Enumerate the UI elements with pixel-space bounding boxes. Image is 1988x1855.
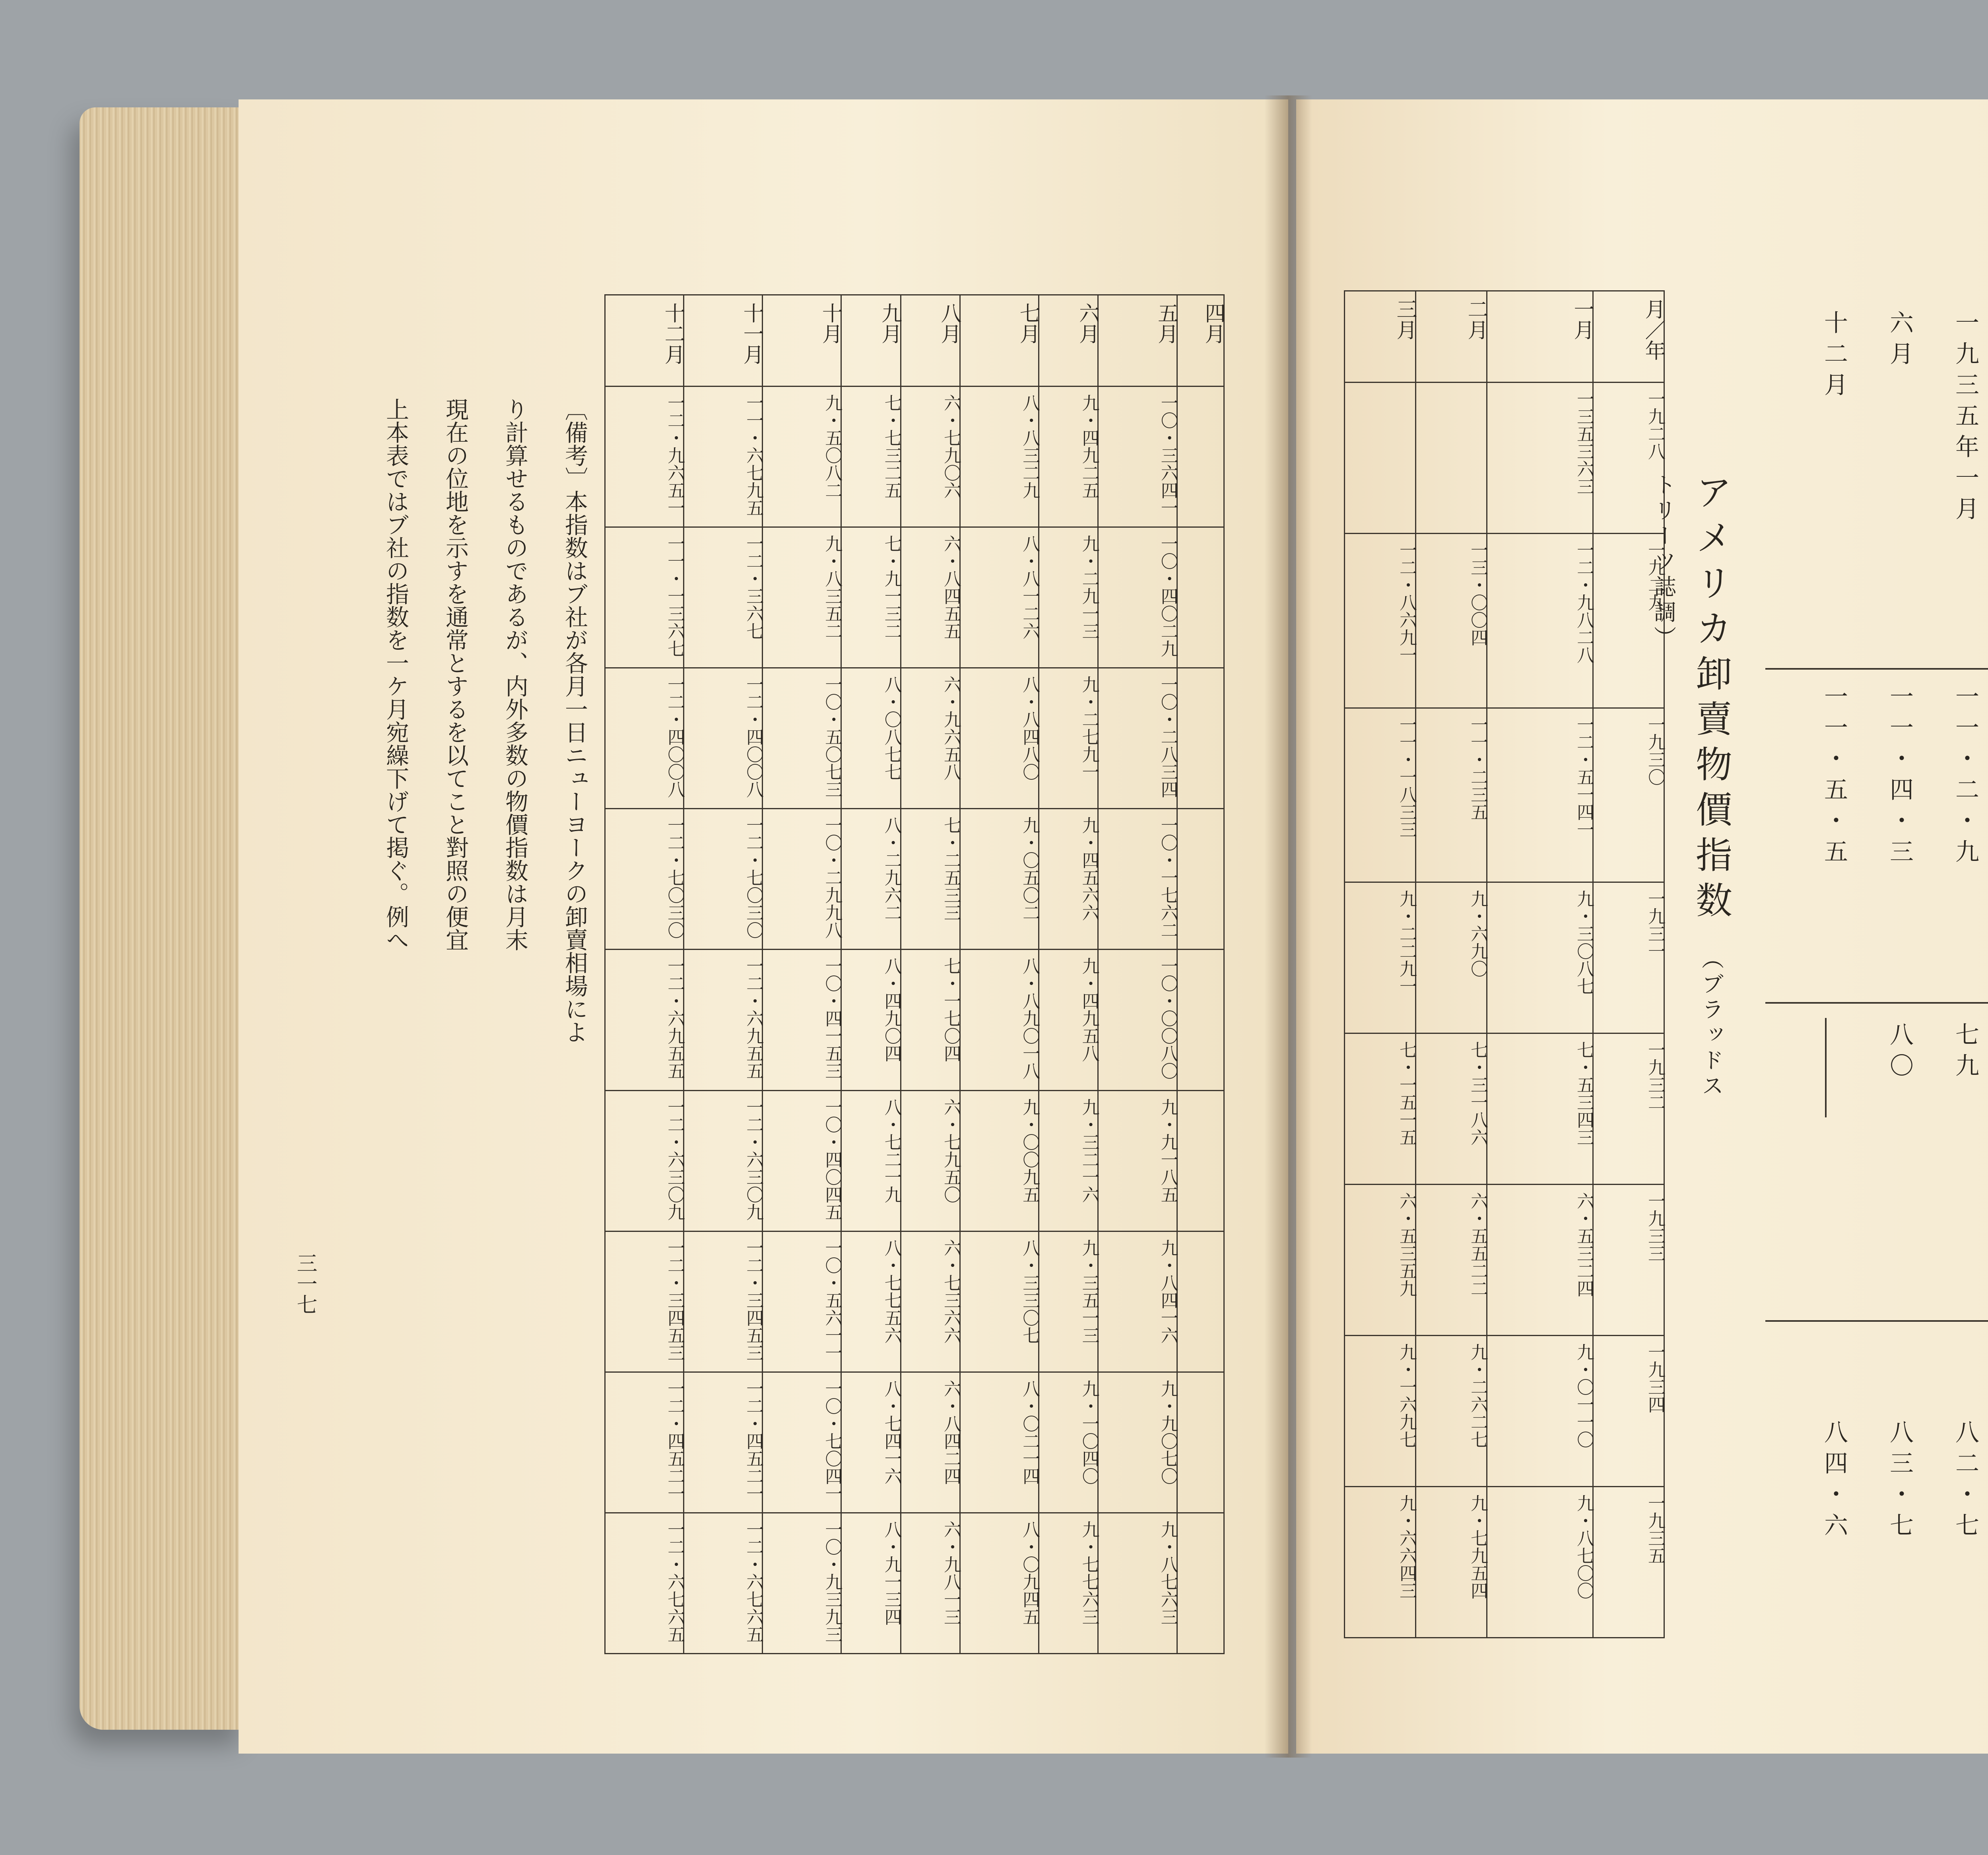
table-row [605,1372,1224,1513]
year-header: 一九二九 [1593,533,1664,708]
table-cell: 一〇・二八三四 [1098,668,1177,809]
table-cell: 六・五三五九 [1345,1185,1416,1336]
table-cell [1177,1090,1224,1231]
table-cell: 八・二九六二 [841,809,901,950]
chart-title [1642,473,1737,1109]
table-cell: 七・九一三二 [841,527,901,668]
table-cell: 八・四九〇四 [841,950,901,1090]
month-header: 一月 [1487,291,1593,383]
table-row [605,527,1224,668]
table-cell: 一〇・一七六二 [1098,809,1177,950]
table-cell: 八・八四八〇 [960,668,1039,809]
value-c: 八二・七 [1951,1420,1979,1544]
value-c: 八四・六 [1820,1420,1848,1544]
table-row [1345,1033,1664,1185]
table-cell: 六・五五二二 [1416,1185,1487,1336]
value-b: 七九 [1951,1022,1979,1084]
table-cell: 七・一五一五 [1345,1033,1416,1185]
table-cell: 九・二七九一 [1039,668,1098,809]
table-cell: 九・三二一六 [1039,1090,1098,1231]
table-cell: 九・二六二七 [1416,1336,1487,1487]
table-cell: 八・七二一九 [841,1090,901,1231]
page-number-left: 三一七 [293,1253,317,1315]
table-cell [1416,383,1487,534]
table-cell: 九・八四一六 [1098,1231,1177,1372]
table-cell: 一一・二三五 [1416,708,1487,882]
table-cell: 六・七三六六 [901,1231,960,1372]
table-cell: 一二・四五二一 [605,1372,684,1513]
table-cell: 一三・〇〇四 [1416,533,1487,708]
year-header: 一九三二 [1593,1033,1664,1185]
value-a: 一一・五・五 [1820,684,1848,870]
table-cell [1177,1231,1224,1372]
table-cell: 九・四九二五 [1039,387,1098,527]
table-cell: 一〇・〇〇八〇 [1098,950,1177,1090]
table-cell: 九・一六九七 [1345,1336,1416,1487]
book-gutter [1264,95,1312,1758]
table-cell: 八・〇九四五 [960,1513,1039,1653]
month-header: 五月 [1098,295,1177,387]
table-cell: 九・〇五〇二 [960,809,1039,950]
month-header: 四月 [1177,295,1224,387]
table-row [1345,1336,1664,1487]
table-row [1345,708,1664,882]
right-price-table [1344,290,1665,1638]
table-cell: 一二・三四五三 [684,1231,763,1372]
table-cell: 一二・六七六五 [605,1513,684,1653]
row-label: 一九三五年一月 [1951,310,1979,527]
table-cell: 九・七九五四 [1416,1486,1487,1637]
row-label: 六月 [1886,310,1914,372]
table-cell: 六・八四二四 [901,1372,960,1513]
note-line: り計算せるものであるが、内外多数の物價指数は月末 [501,398,528,951]
year-header: 一九三四 [1593,1336,1664,1487]
left-header-row [605,295,1224,387]
table-cell: 一二・六七六五 [684,1513,763,1653]
table-row [605,387,1224,527]
year-header: 一九三一 [1593,882,1664,1033]
table-cell: 八・七四一六 [841,1372,901,1513]
table-row [1345,383,1664,534]
right-header-row [1345,291,1664,383]
table-row [605,950,1224,1090]
table-cell: 一二・六三〇九 [684,1090,763,1231]
month-header: 九月 [841,295,901,387]
title-text: アメリカ卸賣物價指数 [1690,473,1732,927]
dash-mark [1825,1018,1827,1117]
table-cell: 一二・九六五一 [605,387,684,527]
table-cell: 一二・四〇〇八 [605,668,684,809]
table-cell: 九・〇一一〇 [1487,1336,1593,1487]
table-cell: 一一・一八三三 [1345,708,1416,882]
note-line: 上本表ではブ社の指数を一ケ月宛繰下げて掲ぐ。例へ [382,398,409,951]
table-cell: 一二・六九五五 [684,950,763,1090]
table-cell: 六・八四五五 [901,527,960,668]
table-cell: 一〇・九三九三 [763,1513,841,1653]
month-header: 六月 [1039,295,1098,387]
month-header: 十一月 [684,295,763,387]
table-cell: 九・六六四三 [1345,1486,1416,1637]
table-cell: 八・三三〇七 [960,1231,1039,1372]
table-cell: 八・八一二六 [960,527,1039,668]
year-header: 一九二八 [1593,383,1664,534]
table-cell: 六・九六五八 [901,668,960,809]
value-c: 八三・七 [1886,1420,1914,1544]
month-header: 七月 [960,295,1039,387]
table-cell: 一〇・五六一一 [763,1231,841,1372]
left-notes [366,398,604,1670]
month-header: 二月 [1416,291,1487,383]
table-cell: 一〇・五〇七三 [763,668,841,809]
table-cell: 七・一七〇四 [901,950,960,1090]
table-cell: 一二・九八二八 [1487,533,1593,708]
left-price-table [604,294,1225,1654]
table-cell: 一二・三六七 [684,527,763,668]
table-cell: 一二・三四五三 [605,1231,684,1372]
table-row [605,1513,1224,1653]
table-row [605,809,1224,950]
table-cell [1177,1513,1224,1653]
table-cell [1345,383,1416,534]
table-cell: 九・八七六三 [1098,1513,1177,1653]
table-cell: 九・八七〇〇 [1487,1486,1593,1637]
table-cell: 一〇・四一五三 [763,950,841,1090]
table-cell: 九・一〇四〇 [1039,1372,1098,1513]
table-cell: 九・二九一三 [1039,527,1098,668]
table-cell: 一〇・三六四一 [1098,387,1177,527]
table-cell: 八・〇八七七 [841,668,901,809]
table-cell: 九・〇〇九五 [960,1090,1039,1231]
table-row [1345,1486,1664,1637]
table-cell: 九・五〇八二 [763,387,841,527]
table-cell: 八・八九〇一八 [960,950,1039,1090]
table-row [1345,1185,1664,1336]
table-cell: 一二・六九五五 [605,950,684,1090]
table-cell: 一二・八六九一 [1345,533,1416,708]
table-cell: 九・八三五二 [763,527,841,668]
table-cell: 一二・七〇三〇 [605,809,684,950]
table-cell: 七・七三二五 [841,387,901,527]
table-cell [1177,668,1224,809]
table-cell [1177,1372,1224,1513]
note-line: 現在の位地を示すを通常とするを以てこと對照の便宜 [442,398,469,951]
table-cell: 一二・七〇三〇 [684,809,763,950]
table-cell: 八・八三二九 [960,387,1039,527]
table-rule [1765,668,1988,670]
table-cell: 九・四五六六 [1039,809,1098,950]
table-cell: 九・六九〇 [1416,882,1487,1033]
table-cell: 一〇・四〇四五 [763,1090,841,1231]
table-rule [1765,1320,1988,1322]
corner-cell: 月／年 [1593,291,1664,383]
value-b: 八〇 [1886,1022,1914,1084]
table-cell [1177,527,1224,668]
table-cell: 一三五三六三 [1487,383,1593,534]
book-edge-left [80,107,247,1730]
month-header: 十月 [763,295,841,387]
table-cell: 九・九一八五 [1098,1090,1177,1231]
table-cell: 一二・四〇〇八 [684,668,763,809]
table-cell: 九・二二九一 [1345,882,1416,1033]
table-row [1345,882,1664,1033]
month-header: 八月 [901,295,960,387]
table-cell: 七・五三四三 [1487,1033,1593,1185]
table-cell [1177,950,1224,1090]
table-cell: 一〇・七〇四一 [763,1372,841,1513]
table-row [605,1090,1224,1231]
table-cell: 一二・六三〇九 [605,1090,684,1231]
month-header: 十二月 [605,295,684,387]
table-cell: 一二・五一四一 [1487,708,1593,882]
table-row [605,668,1224,809]
table-row [605,1231,1224,1372]
year-header: 一九三五 [1593,1486,1664,1637]
value-a: 一一・四・三 [1886,684,1914,870]
table-cell: 一一・六七九五 [684,387,763,527]
table-cell: 八・九一三四 [841,1513,901,1653]
table-cell: 九・三五一三 [1039,1231,1098,1372]
row-label: 十二月 [1820,310,1848,403]
table-cell: 九・七七六三 [1039,1513,1098,1653]
table-cell: 六・五三二四 [1487,1185,1593,1336]
table-cell: 九・九〇七〇 [1098,1372,1177,1513]
table-cell: 一一・一三六七 [605,527,684,668]
subtitle-text: （ブラッドストリーツ誌調） [1650,473,1724,1100]
table-cell: 七・三一八六 [1416,1033,1487,1185]
table-cell: 八・〇二一四 [960,1372,1039,1513]
table-rule [1765,1002,1988,1004]
table-cell [1177,809,1224,950]
table-cell: 八・七七五六 [841,1231,901,1372]
table-cell: 六・七九五〇 [901,1090,960,1231]
table-cell: 七・二五三三 [901,809,960,950]
note-line: 〔備考〕本指数はブ社が各月一日ニューヨークの卸賣相場によ [561,398,588,1043]
table-cell: 一二・四五二一 [684,1372,763,1513]
table-cell: 一〇・四〇二九 [1098,527,1177,668]
table-cell: 六・七九〇六 [901,387,960,527]
table-cell: 九・三〇八七 [1487,882,1593,1033]
table-cell: 九・四九五八 [1039,950,1098,1090]
table-row [1345,533,1664,708]
year-header: 一九三〇 [1593,708,1664,882]
month-header: 三月 [1345,291,1416,383]
table-cell: 六・九八一三 [901,1513,960,1653]
year-header: 一九三三 [1593,1185,1664,1336]
table-cell [1177,387,1224,527]
table-cell: 一〇・二九九八 [763,809,841,950]
value-a: 一一・二・九 [1951,684,1979,870]
